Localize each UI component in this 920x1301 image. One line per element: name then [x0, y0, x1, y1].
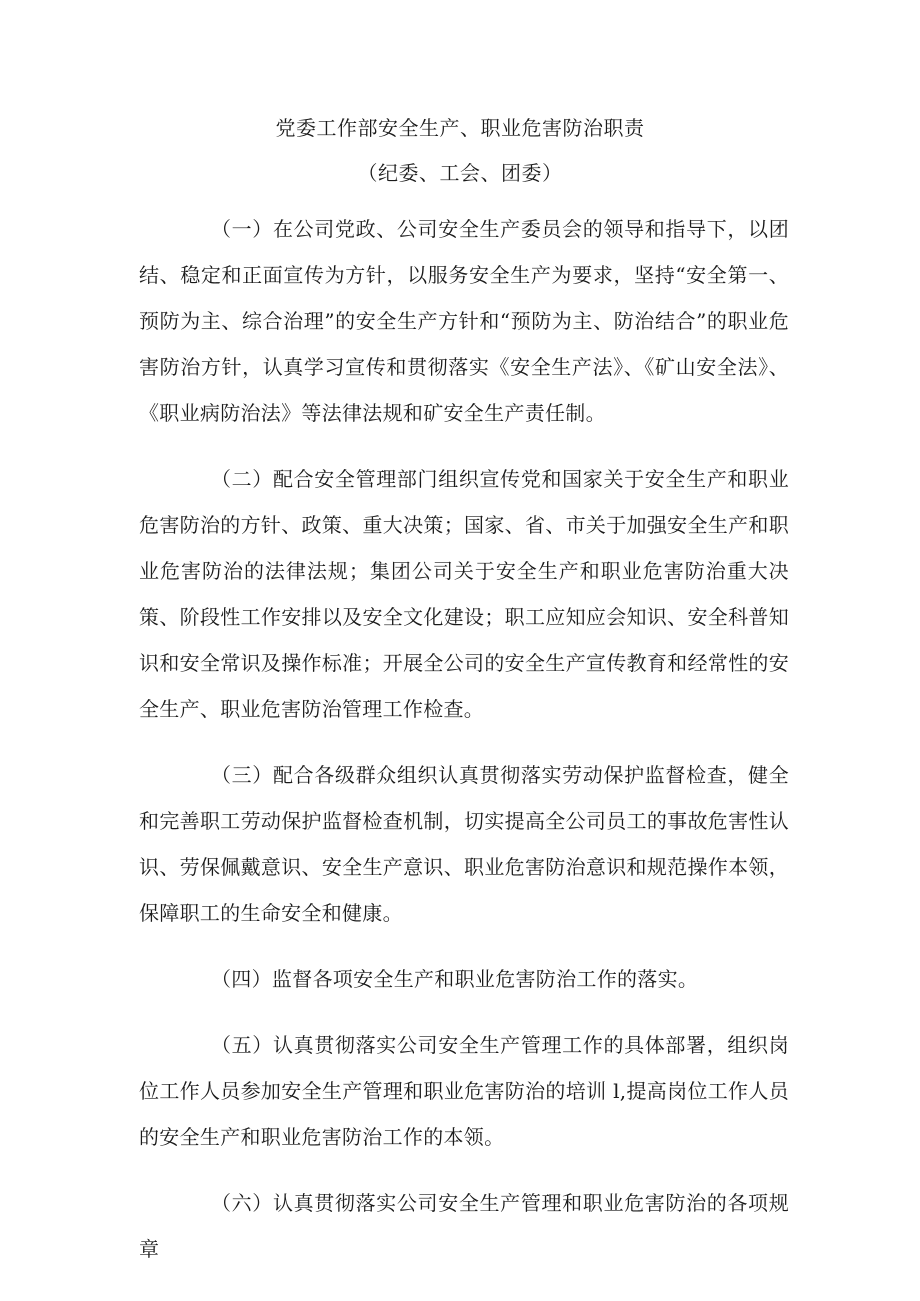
document-body	[139, 206, 789, 1272]
paragraph-5: （五）认真贯彻落实公司安全生产管理工作的具体部署，组织岗位工作人员参加安全生产管理和职业危害防治的培训 l,提高岗位工作人员的安全生产和职业危害防治工作的本领。	[139, 1033, 789, 1149]
paragraph-2: （二）配合安全管理部门组织宣传党和国家关于安全生产和职业危害防治的方针、政策、重大决策；国家、省、市关于加强安全生产和职业危害防治的法律法规；集团公司关于安全生产和职业危害防治重大决策、阶段性工作安排以及安全文化建设；职工应知应会知识、安全科普知识和安全常识及操作标准；开展全公司的安全生产宣传教育和经常性的安全生产、职业危害防治管理工作检查。	[139, 467, 789, 721]
paragraph-3: （三）配合各级群众组织认真贯彻落实劳动保护监督检查，健全和完善职工劳动保护监督检查机制，切实提高全公司员工的事故危害性认识、劳保佩戴意识、安全生产意识、职业危害防治意识和规范操作本领，保障职工的生命安全和健康。	[139, 763, 789, 925]
document-title: 党委工作部安全生产、职业危害防治职责	[275, 116, 645, 140]
paragraph-6: （六）认真贯彻落实公司安全生产管理和职业危害防治的各项规章	[139, 1191, 789, 1261]
document-subtitle: （纪委、工会、团委）	[357, 161, 563, 185]
paragraph-4: （四）监督各项安全生产和职业危害防治工作的落实。	[211, 967, 699, 991]
paragraph-1: （一）在公司党政、公司安全生产委员会的领导和指导下，以团结、稳定和正面宣传为方针，以服务安全生产为要求，坚持“安全第一、预防为主、综合治理”的安全生产方针和“预防为主、防治结合”的职业危害防治方针，认真学习宣传和贯彻落实《安全生产法》、《矿山安全法》、《职业病防治法》等法律法规和矿安全生产责任制。	[139, 217, 789, 425]
